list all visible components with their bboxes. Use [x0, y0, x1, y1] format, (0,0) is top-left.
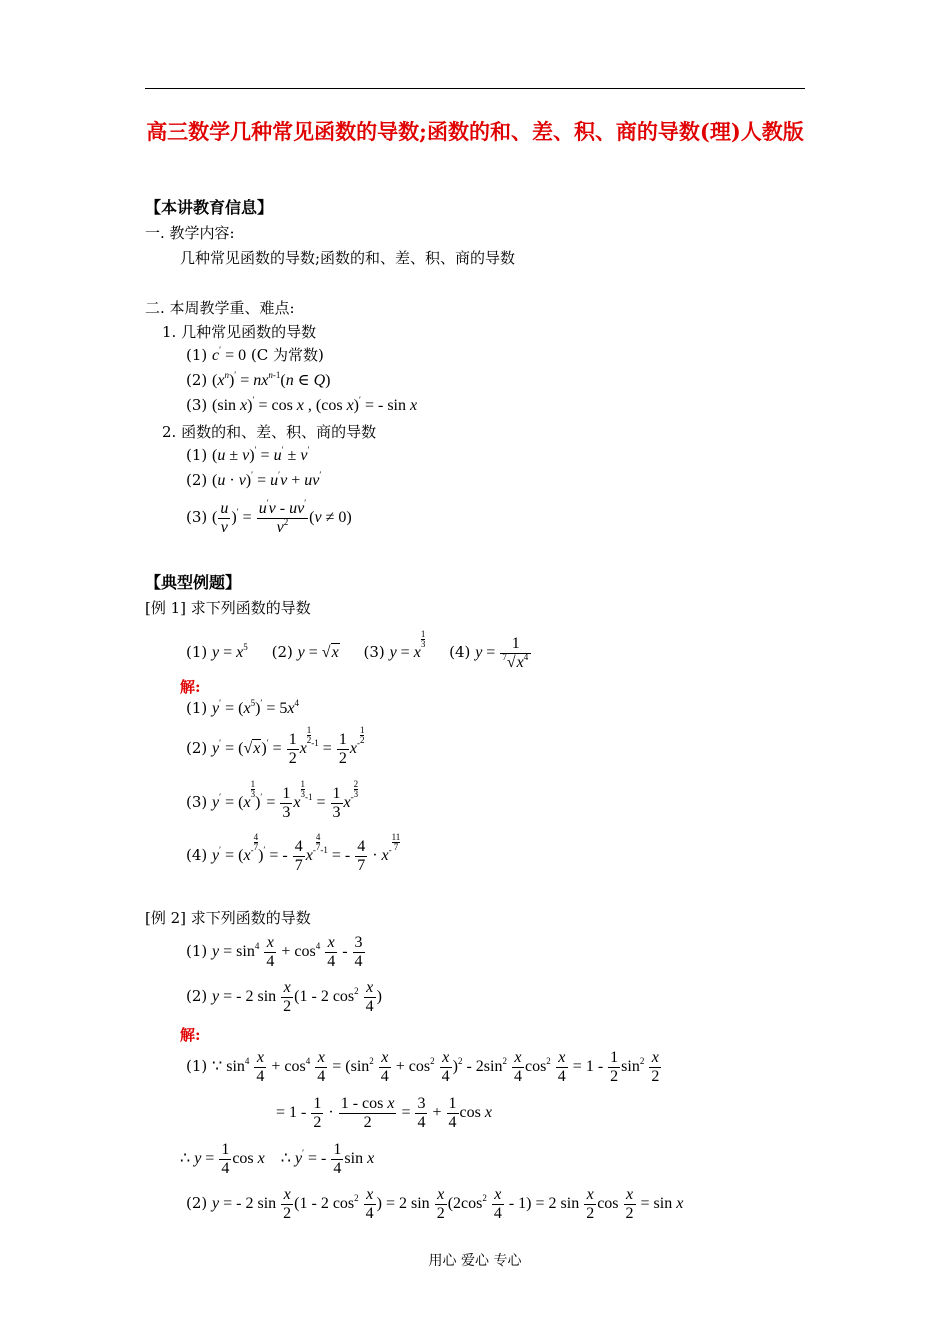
item-number: (2) [186, 739, 208, 757]
item-number: (4) [449, 643, 471, 661]
formula-f1-1: (1) c′ = 0 (C 为常数) [186, 345, 324, 364]
solution-label: 解: [180, 678, 201, 696]
solution2-label: 解: [180, 1026, 201, 1044]
solution1-1: (1) $y' = (x^5)' = 5x^4$ [186, 698, 300, 717]
solution2-2: (2) y = - 2 sin $\frac{x}{2}$ (1 - 2 $\cos^2$ $\frac{x}{4}$ ) = 2 sin $\frac{x}{2}$ ($2\cos^2$ $\frac{x}{4}$ - 1) = 2 sin $\frac{x}{2}$ cos $\frac{x}{2}$ = sin x [186, 1185, 684, 1222]
section-heading-info: 【本讲教育信息】 [145, 198, 274, 217]
solution2-1-line3: ∴ y = $\frac{1}{4}$ cos x ∴ y′ = - $\frac{1}{4}$ sin x [180, 1140, 375, 1177]
example2-problem1: (1) $y = \sin^4$ $\frac{x}{4}$ + $\cos^4$ $\frac{x}{4}$ - $\frac{3}{4}$ [186, 933, 363, 970]
focus1-title: 1. 几种常见函数的导数 [162, 323, 317, 341]
formula-f1-2: (2) $(x^n)' = nx^{n-1}(n$ ∈ Q) [186, 370, 331, 389]
solution2-1-line2: = 1 - $\frac{1}{2}$ · $\frac{\text{1 - cos x}}{2}$ = $\frac{3}{4}$ + $\frac{1}{4}$ cos x [276, 1094, 492, 1131]
formula-f2-3: (3) ( $\frac{u}{v}$ )′ = $\frac{u'v - uv'}{v^2}$ (v ≠ 0) [186, 497, 352, 536]
focus2-title: 2. 函数的和、差、积、商的导数 [162, 423, 377, 441]
content-label: 一. 教学内容: [145, 224, 235, 242]
item-number: (2) [186, 371, 208, 389]
item-number: (2) [186, 987, 208, 1005]
item-number: (3) [363, 643, 385, 661]
item-number: (1) [186, 942, 208, 960]
item-number: (1) [186, 699, 208, 717]
solution1-3: (3) y′ = (x $\frac{1}{3}$ )′ = $\frac{1}{3}$ x $\frac{1}{3}$ $^{-1}$ = $\frac{1}{3}$ x- $\frac{2}{3}$ [186, 779, 359, 821]
example2-problem2: (2) y = - 2 sin $\frac{x}{2}$ (1 - 2 $\cos^2$ $\frac{x}{4}$ ) [186, 978, 382, 1015]
solution1-2: (2) y′ = (√x)′ = $\frac{1}{2}$ x $\frac{1}{2}$ $^{-1}$ = $\frac{1}{2}$ x- $\frac{1}{2}$ [186, 725, 365, 767]
item-number: (1) [186, 643, 208, 661]
item-number: (1) [186, 1057, 208, 1075]
formula-note: (C 为常数) [250, 346, 324, 364]
solution1-4: (4) y′ = (x- $\frac{4}{7}$ )′ = - $\frac{4}{7}$ x- $\frac{4}{7}$ $^{-1}$ = - $\frac{4}{7}$ · x- $\frac{11}{7}$ [186, 832, 401, 874]
formula-f2-1: (1) (u ± v)′ = u′ ± v′ [186, 445, 310, 464]
formula-f1-3: (3) (sin x)′ = cos x , (cos x)′ = - sin x [186, 395, 418, 414]
page-title: 高三数学几种常见函数的导数;函数的和、差、积、商的导数(理)人教版 [146, 119, 804, 144]
item-number: (2) [271, 643, 293, 661]
item-number: (3) [186, 396, 208, 414]
formula-f2-2: (2) (u · v)′ = u′v + uv′ [186, 470, 322, 489]
content-text: 几种常见函数的导数;函数的和、差、积、商的导数 [180, 249, 516, 267]
example1-problems: (1) $y = x^5$ (2) y = √x (3) y = x $\frac{1}{3}$ (4) y = $\frac{1}{^7√x^4}$ [186, 630, 532, 672]
item-number: (2) [186, 471, 208, 489]
item-number: (4) [186, 846, 208, 864]
page-footer: 用心 爱心 专心 [428, 1253, 522, 1269]
solution2-1-line1: (1) ∵ $\sin^4$ $\frac{x}{4}$ + $\cos^4$ $\frac{x}{4}$ = ($\sin^2$ $\frac{x}{4}$ + $\cos^2$ $\frac{x}{4}$ )$^2 - 2\sin^2$ $\frac{x}{4}$ $\cos^2$ $\frac{x}{4}$ = 1 - $\frac{1}{2}$ $\sin^2$ $\frac{x}{2}$ [186, 1048, 660, 1085]
section-heading-examples: 【典型例题】 [145, 573, 242, 592]
item-number: (1) [186, 346, 208, 364]
item-number: (1) [186, 446, 208, 464]
focus-label: 二. 本周教学重、难点: [145, 299, 295, 317]
item-number: (3) [186, 793, 208, 811]
item-number: (3) [186, 508, 208, 526]
header-rule [145, 88, 805, 89]
example1-label: [例 1] 求下列函数的导数 [145, 599, 311, 617]
item-number: (2) [186, 1194, 208, 1212]
example2-label: [例 2] 求下列函数的导数 [145, 909, 311, 927]
